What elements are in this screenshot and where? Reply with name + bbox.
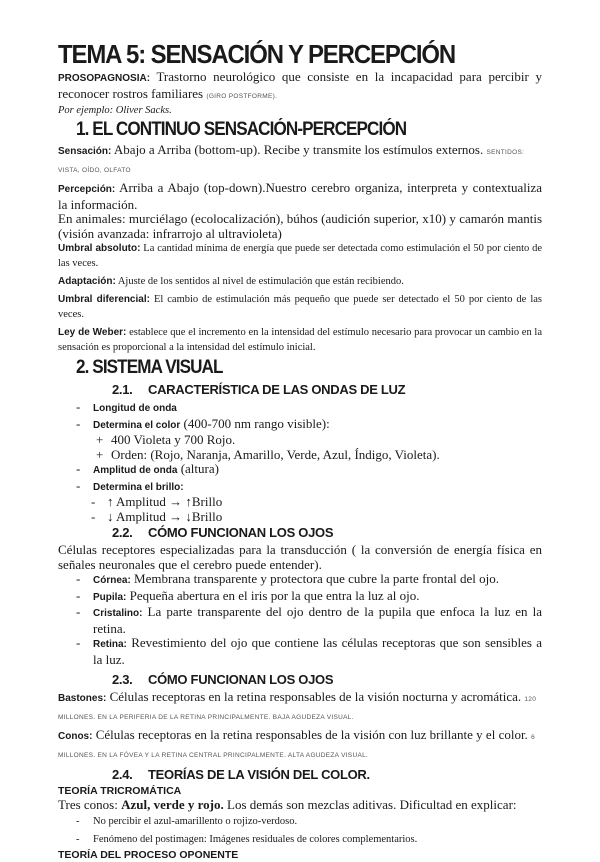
section2-heading: 2. SISTEMA VISUAL <box>76 357 223 378</box>
document-page <box>58 40 542 862</box>
tri-colors: Azul, verde y rojo. <box>121 797 224 812</box>
umbral-diferencial-paragraph <box>58 292 542 322</box>
tricromatica-heading: TEORÍA TRICROMÁTICA <box>58 785 182 797</box>
weber-term: Ley de Weber: <box>58 327 127 338</box>
prosopagnosia-definition <box>58 70 542 104</box>
list-item <box>58 462 542 479</box>
section-2-3-number: 2.3. <box>112 672 133 687</box>
prosopagnosia-note: (GIRO POSTFORME). <box>206 92 278 100</box>
color-sublist <box>58 433 542 462</box>
bastones-paragraph <box>58 690 542 725</box>
conos-note: 6 MILLONES. EN LA FÓVEA Y LA RETINA CENTRAL PRINCIPALMENTE. ALTA AGUDEZA VISUAL. <box>58 734 535 759</box>
section-2-1-heading <box>112 381 542 399</box>
section-2-2-number: 2.2. <box>112 525 133 540</box>
section-2-3-heading <box>112 671 542 689</box>
cristalino-term: Cristalino: <box>93 608 143 619</box>
tri-suffix: Los demás son mezclas aditivas. Dificultad en explicar: <box>227 797 517 812</box>
page-title: TEMA 5: SENSACIÓN Y PERCEPCIÓN <box>58 39 456 69</box>
conos-term: Conos: <box>58 731 93 742</box>
section-2-2-title: CÓMO FUNCIONAN LOS OJOS <box>148 525 334 540</box>
list-item <box>58 417 542 434</box>
list-item <box>58 572 542 589</box>
animales-paragraph: En animales: murciélago (ecolocalización), búhos (audición superior, x10) y camarón mantis (visión avanzada: infrarrojo al ultravioleta) <box>58 211 542 241</box>
list-item: - Fenómeno del postimagen: Imágenes residuales de colores complementarios. <box>58 831 542 849</box>
percepcion-text: Arriba a Abajo (top-down).Nuestro cerebro organiza, interpreta y contextualiza la información. <box>58 180 542 212</box>
list-item <box>58 400 542 417</box>
pupila-term: Pupila: <box>93 591 127 603</box>
umbral-absoluto-term: Umbral absoluto: <box>58 243 141 254</box>
wave-properties-list <box>58 400 542 433</box>
conos-text: Células receptoras en la retina responsables de la visión con luz brillante y el color. <box>95 727 528 742</box>
section-2-4-title: TEORÍAS DE LA VISIÓN DEL COLOR. <box>148 767 370 782</box>
section1-heading: 1. EL CONTINUO SENSACIÓN-PERCEPCIÓN <box>76 119 407 140</box>
color-term: Determina el color <box>93 419 181 431</box>
amplitud-term: Amplitud de onda <box>93 465 178 476</box>
list-item: - No percibir el azul-amarillento o rojizo-verdoso. <box>58 813 542 831</box>
list-item: - ↑ Amplitud → ↑Brillo <box>58 495 542 510</box>
prosopagnosia-text: Trastorno neurológico que consiste en la incapacidad para percibir y reconocer rostros familiares <box>58 69 542 101</box>
list-item <box>58 605 542 636</box>
retina-text: Revestimiento del ojo que contiene las células receptoras que son sensibles a la luz. <box>93 635 543 667</box>
tricromatica-paragraph <box>58 798 542 813</box>
section-2-3-title: CÓMO FUNCIONAN LOS OJOS <box>148 672 334 687</box>
adaptacion-text: Ajuste de los sentidos al nivel de estimulación que están recibiendo. <box>117 276 404 287</box>
bastones-note: 120 MILLONES. EN LA PERIFERIA DE LA RETINA PRINCIPALMENTE. BAJA AGUDEZA VISUAL. <box>58 696 537 721</box>
longitud-term: Longitud de onda <box>93 403 177 414</box>
section-2-4-heading <box>112 766 542 784</box>
adaptacion-paragraph <box>58 274 542 289</box>
cornea-text: Membrana transparente y protectora que cubre la parte frontal del ojo. <box>134 571 499 586</box>
sensacion-term: Sensación: <box>58 146 112 157</box>
umbral-diferencial-term: Umbral diferencial: <box>58 294 150 305</box>
tricromatica-list <box>58 813 542 849</box>
transduccion-paragraph: Células receptores especializadas para la transducción ( la conversión de energía física en señales neuronales que el cerebro puede entender). <box>58 542 542 572</box>
list-item <box>58 479 542 496</box>
list-item: + Orden: (Rojo, Naranja, Amarillo, Verde, Azul, Índigo, Violeta). <box>58 448 542 463</box>
brillo-sublist <box>58 495 542 524</box>
percepcion-term: Percepción: <box>58 184 116 195</box>
percepcion-paragraph <box>58 181 542 212</box>
list-item <box>58 589 542 606</box>
bastones-text: Células receptoras en la retina responsables de la visión nocturna y acromática. <box>109 689 522 704</box>
umbral-absoluto-paragraph <box>58 241 542 271</box>
tri-prefix: Tres conos: <box>58 797 118 812</box>
retina-term: Retina: <box>93 639 127 650</box>
section-2-4-number: 2.4. <box>112 767 133 782</box>
list-item: - ↓ Amplitud → ↓Brillo <box>58 510 542 525</box>
list-item: + 400 Violeta y 700 Rojo. <box>58 433 542 448</box>
brillo-term: Determina el brillo: <box>93 481 184 493</box>
conos-paragraph <box>58 728 542 763</box>
weber-text: establece que el incremento en la intensidad del estímulo necesario para provocar un cambio en la sensación es proporcional a la intensidad del estímulo inicial. <box>58 327 543 353</box>
color-text: (400-700 nm rango visible): <box>183 415 330 431</box>
prosopagnosia-term: PROSOPAGNOSIA: <box>58 73 151 84</box>
pupila-text: Pequeña abertura en el iris por la que entra la luz al ojo. <box>129 587 420 603</box>
oponente-heading: TEORÍA DEL PROCESO OPONENTE <box>58 848 239 861</box>
weber-paragraph <box>58 325 542 355</box>
list-item <box>58 636 542 667</box>
prosopagnosia-example: Por ejemplo: Oliver Sacks. <box>58 105 172 116</box>
umbral-diferencial-text: El cambio de estimulación más pequeño que puede ser detectado el 50 por ciento de las veces. <box>58 294 542 320</box>
umbral-absoluto-text: La cantidad mínima de energía que puede ser detectada como estimulación el 50 por ciento de las veces. <box>58 243 542 269</box>
bastones-term: Bastones: <box>58 693 107 704</box>
amplitud-text: (altura) <box>180 461 219 476</box>
sensacion-text: Abajo a Arriba (bottom-up). Recibe y transmite los estímulos externos. <box>113 142 484 157</box>
section-2-1-title: CARACTERÍSTICA DE LAS ONDAS DE LUZ <box>148 382 406 397</box>
adaptacion-term: Adaptación: <box>58 276 116 287</box>
sensacion-note: SENTIDOS: VISTA, OÍDO, OLFATO <box>58 149 525 174</box>
cristalino-text: La parte transparente del ojo dentro de la pupila que enfoca la luz en la retina. <box>93 604 542 636</box>
section-2-1-number: 2.1. <box>112 382 133 397</box>
eye-parts-list <box>58 572 542 667</box>
cornea-term: Córnea: <box>93 575 131 586</box>
section-2-2-heading <box>112 524 542 542</box>
wave-properties-list-2 <box>58 462 542 495</box>
sensacion-paragraph <box>58 143 542 178</box>
